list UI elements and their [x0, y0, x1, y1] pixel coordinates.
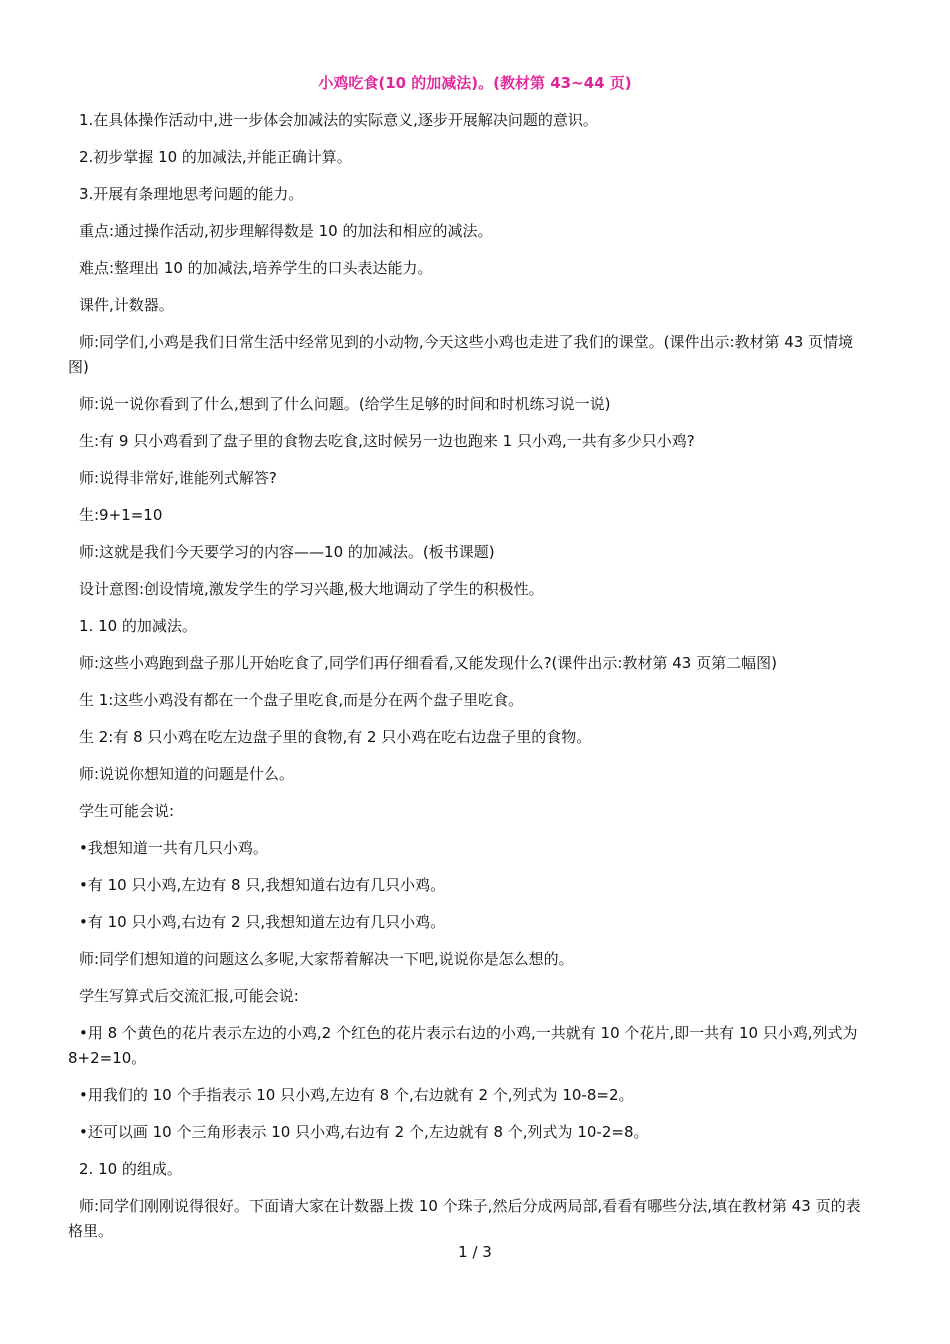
paragraph: 师:说说你想知道的问题是什么。	[79, 765, 295, 783]
paragraph: 生 1:这些小鸡没有都在一个盘子里吃食,而是分在两个盘子里吃食。	[79, 691, 524, 709]
paragraph: 师:这就是我们今天要学习的内容——10 的加减法。(板书课题)	[79, 543, 495, 561]
paragraph: 师:说一说你看到了什么,想到了什么问题。(给学生足够的时间和时机练习说一说)	[79, 395, 611, 413]
paragraph: 2.初步掌握 10 的加减法,并能正确计算。	[79, 148, 352, 166]
paragraph: 学生可能会说:	[79, 802, 175, 820]
document-title: 小鸡吃食(10 的加减法)。(教材第 43~44 页)	[318, 74, 632, 92]
paragraph: 生 2:有 8 只小鸡在吃左边盘子里的食物,有 2 只小鸡在吃右边盘子里的食物。	[79, 728, 592, 746]
paragraph: 难点:整理出 10 的加减法,培养学生的口头表达能力。	[79, 259, 433, 277]
paragraph: 课件,计数器。	[79, 296, 174, 314]
paragraph: 师:说得非常好,谁能列式解答?	[79, 469, 277, 487]
paragraph: 1.在具体操作活动中,进一步体会加减法的实际意义,逐步开展解决问题的意识。	[79, 111, 598, 129]
paragraph: 重点:通过操作活动,初步理解得数是 10 的加法和相应的减法。	[79, 222, 493, 240]
paragraph: 设计意图:创设情境,激发学生的学习兴趣,极大地调动了学生的积极性。	[79, 580, 544, 598]
document-body	[68, 108, 868, 1256]
bullet-item: •用我们的 10 个手指表示 10 只小鸡,左边有 8 个,右边就有 2 个,列式为 10-8=2。	[79, 1086, 634, 1104]
bullet-item: •有 10 只小鸡,右边有 2 只,我想知道左边有几只小鸡。	[79, 913, 446, 931]
bullet-item: •还可以画 10 个三角形表示 10 只小鸡,右边有 2 个,左边就有 8 个,列式为 10-2=8。	[79, 1123, 649, 1141]
paragraph: 学生写算式后交流汇报,可能会说:	[79, 987, 299, 1005]
paragraph: 师:同学们刚刚说得很好。下面请大家在计数器上拨 10 个珠子,然后分成两局部,看看有哪些分法,填在教材第 43 页的表格里。	[68, 1197, 861, 1240]
paragraph: 师:同学们,小鸡是我们日常生活中经常见到的小动物,今天这些小鸡也走进了我们的课堂。(课件出示:教材第 43 页情境图)	[68, 333, 854, 376]
paragraph: 师:同学们想知道的问题这么多呢,大家帮着解决一下吧,说说你是怎么想的。	[79, 950, 574, 968]
section-heading: 1. 10 的加减法。	[79, 617, 197, 635]
bullet-item: •我想知道一共有几只小鸡。	[79, 839, 268, 857]
bullet-item: •用 8 个黄色的花片表示左边的小鸡,2 个红色的花片表示右边的小鸡,一共就有 10 个花片,即一共有 10 只小鸡,列式为 8+2=10。	[68, 1024, 858, 1067]
paragraph: 生:有 9 只小鸡看到了盘子里的食物去吃食,这时候另一边也跑来 1 只小鸡,一共有多少只小鸡?	[79, 432, 695, 450]
section-heading: 2. 10 的组成。	[79, 1160, 182, 1178]
page-number: 1 / 3	[458, 1243, 492, 1261]
paragraph: 3.开展有条理地思考问题的能力。	[79, 185, 304, 203]
paragraph: 生:9+1=10	[79, 506, 163, 524]
bullet-item: •有 10 只小鸡,左边有 8 只,我想知道右边有几只小鸡。	[79, 876, 446, 894]
paragraph: 师:这些小鸡跑到盘子那儿开始吃食了,同学们再仔细看看,又能发现什么?(课件出示:教材第 43 页第二幅图)	[79, 654, 777, 672]
